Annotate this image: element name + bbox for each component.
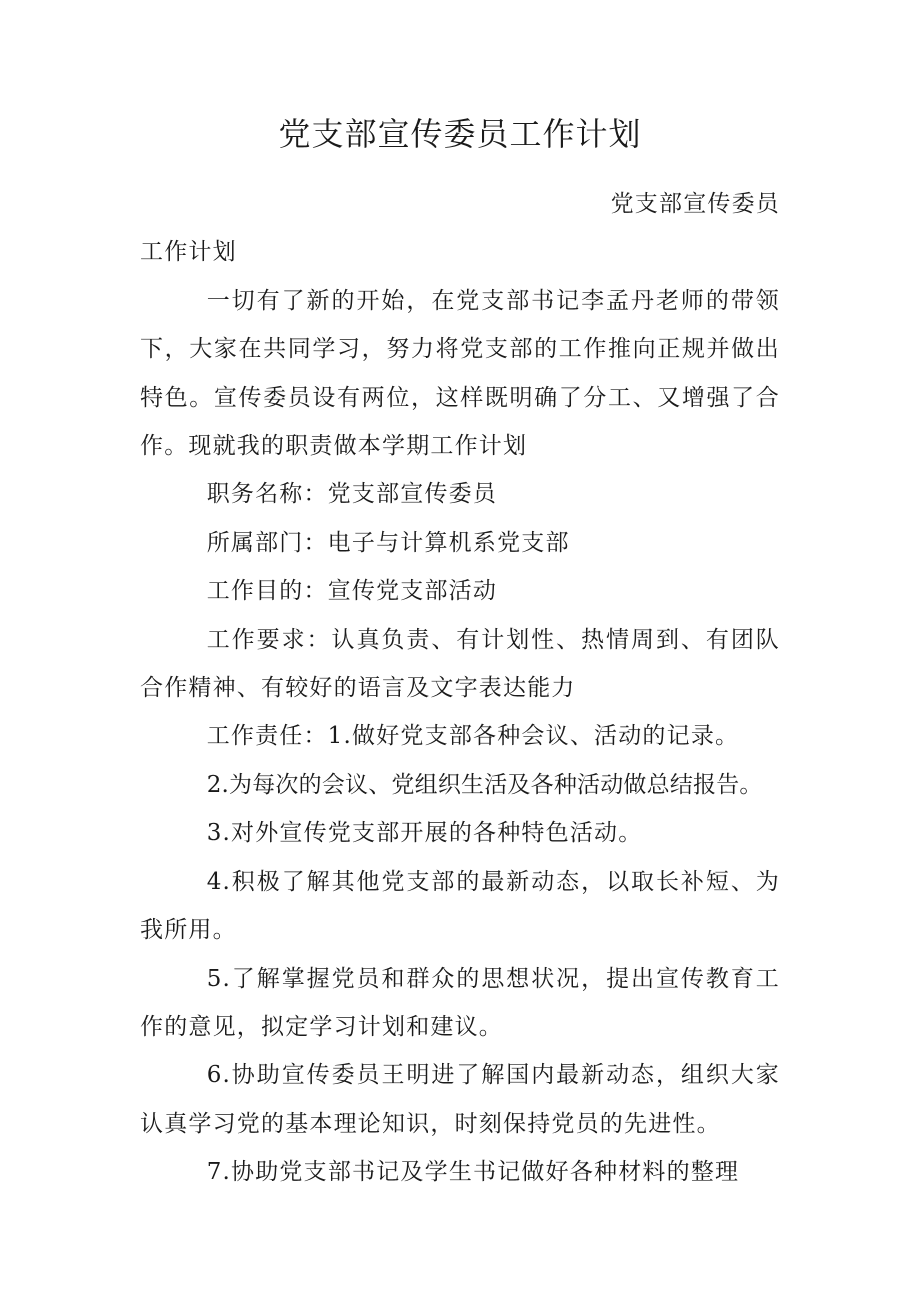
duty-item-3: 3.对外宣传党支部开展的各种特色活动。: [206, 820, 643, 847]
duty-item-1: 工作责任：1.做好党支部各种会议、活动的记录。: [206, 723, 740, 750]
subheading: 工作计划: [140, 239, 237, 266]
document-body: [140, 180, 780, 1197]
duty-item-2: 2.为每次的会议、党组织生活及各种活动做总结报告。: [206, 771, 763, 798]
duty-item-7: 7.协助党支部书记及学生书记做好各种材料的整理: [206, 1159, 740, 1186]
duty-item-5: 5.了解掌握党员和群众的思想状况，提出宣传教育工作的意见，拟定学习计划和建议。: [140, 965, 780, 1040]
duty-item-4: 4.积极了解其他党支部的最新动态，以取长补短、为我所用。: [140, 868, 780, 944]
document-title: 党支部宣传委员工作计划: [278, 115, 642, 153]
department: 所属部门：电子与计算机系党支部: [206, 529, 570, 556]
byline: 党支部宣传委员: [610, 191, 780, 217]
purpose: 工作目的：宣传党支部活动: [206, 578, 498, 605]
requirements: 工作要求：认真负责、有计划性、热情周到、有团队合作精神、有较好的语言及文字表达能力: [140, 626, 780, 702]
duty-item-6: 6.协助宣传委员王明进了解国内最新动态，组织大家认真学习党的基本理论知识，时刻保持党员的先进性。: [140, 1062, 780, 1137]
intro-paragraph: 一切有了新的开始，在党支部书记李孟丹老师的带领下，大家在共同学习，努力将党支部的工作推向正规并做出特色。宣传委员设有两位，这样既明确了分工、又增强了合作。现就我的职责做本学期工作计划: [140, 287, 780, 460]
position-name: 职务名称：党支部宣传委员: [206, 481, 498, 508]
